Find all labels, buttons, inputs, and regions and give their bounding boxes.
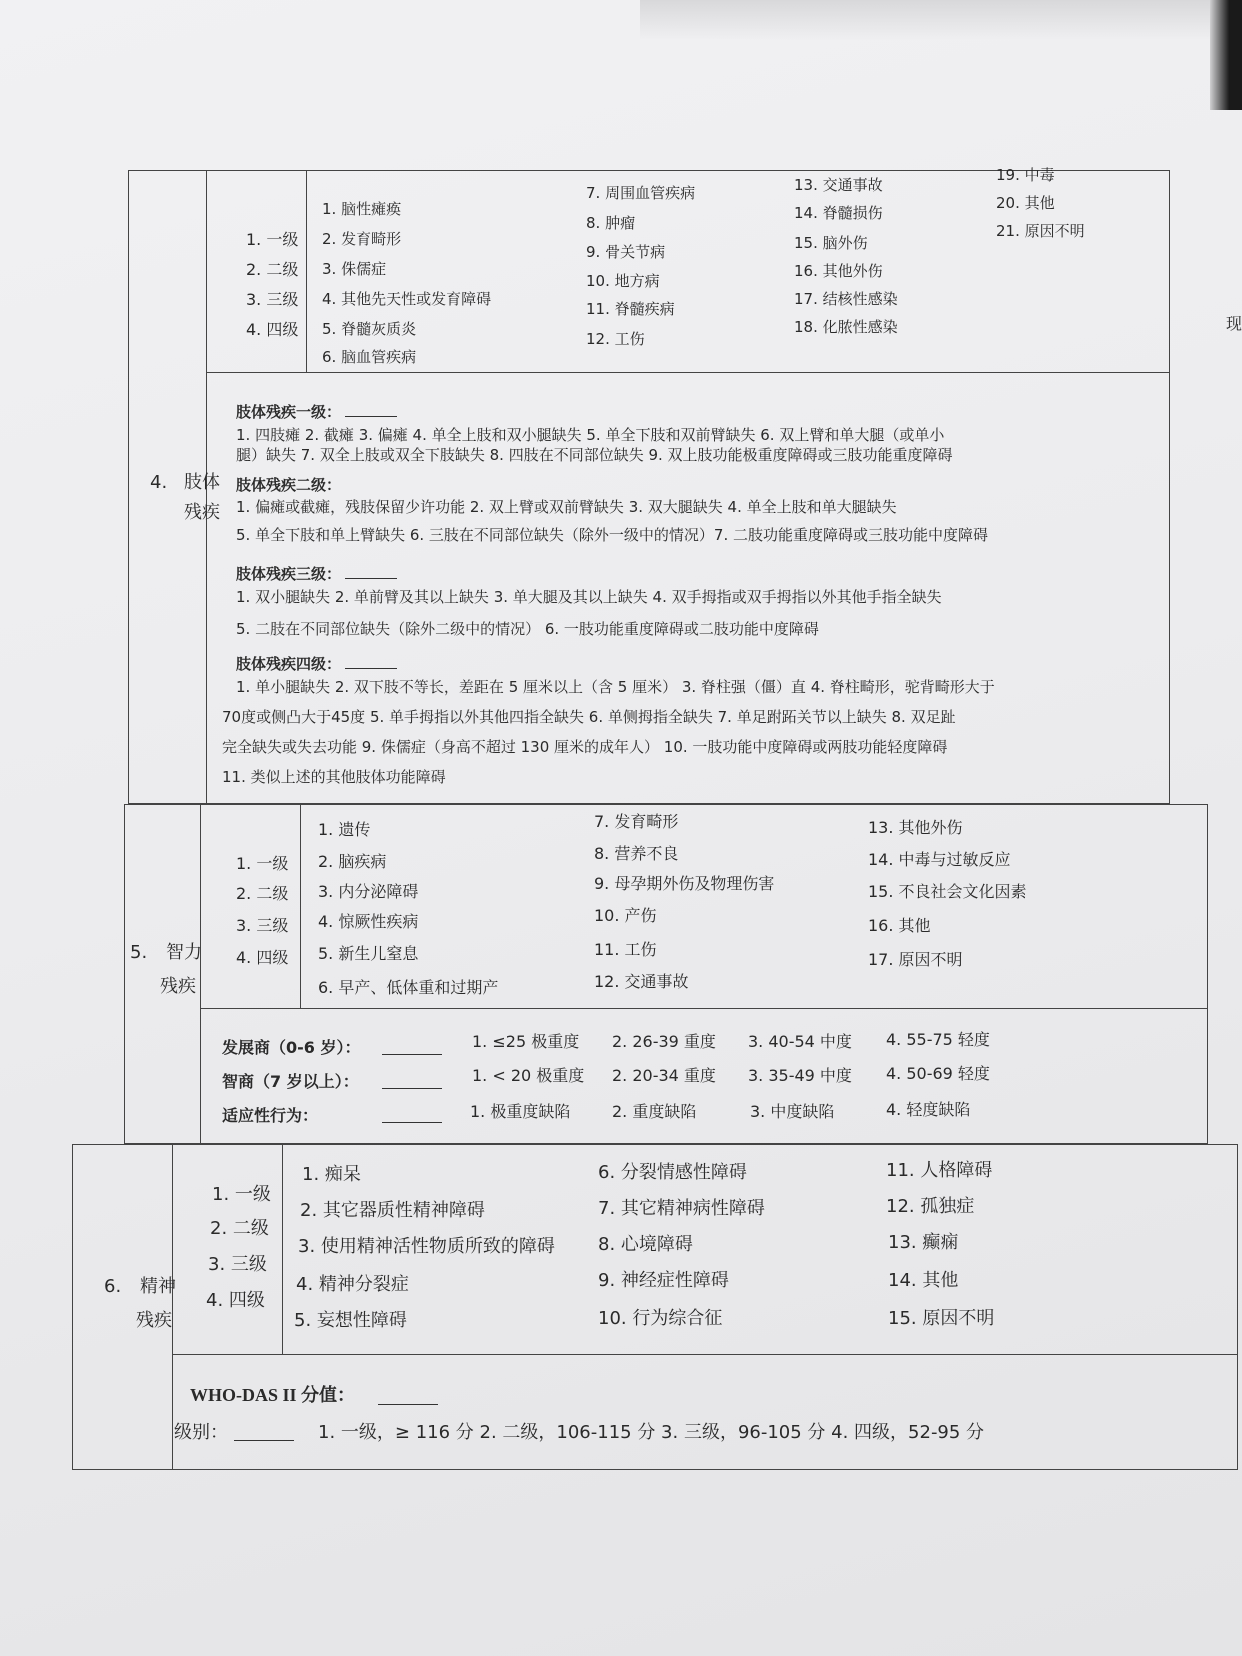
limb-cause-item[interactable]: 20. 其他	[996, 194, 1055, 212]
limb-cause-item[interactable]: 17. 结核性感染	[794, 290, 898, 308]
intellect-cause-item[interactable]: 3. 内分泌障碍	[318, 882, 419, 901]
intellect-cause-item[interactable]: 13. 其他外伤	[868, 818, 963, 837]
intellect-cause-item[interactable]: 5. 新生儿窒息	[318, 944, 419, 963]
limb-cause-item[interactable]: 14. 脊髓损伤	[794, 204, 883, 222]
mental-cause-item[interactable]: 6. 分裂情感性障碍	[598, 1162, 747, 1183]
intellect-cause-item[interactable]: 11. 工伤	[594, 940, 657, 959]
intellect-cause-item[interactable]: 16. 其他	[868, 916, 931, 935]
mental-cause-item[interactable]: 14. 其他	[888, 1270, 959, 1291]
paper-shadow	[640, 0, 1242, 40]
limb-cause-item[interactable]: 15. 脑外伤	[794, 234, 868, 252]
limb-level4-line: 完全缺失或失去功能 9. 侏儒症（身高不超过 130 厘米的成年人） 10. 一肢功能中度障碍或两肢功能轻度障碍	[222, 738, 948, 756]
intellect-dq-option[interactable]: 1. ≤25 极重度	[472, 1032, 580, 1051]
mental-cause-item[interactable]: 15. 原因不明	[888, 1308, 995, 1329]
intellect-grade-item[interactable]: 3. 三级	[236, 916, 289, 935]
limb-level1-line: 1. 四肢瘫 2. 截瘫 3. 偏瘫 4. 单全上肢和双小腿缺失 5. 单全下肢和双前臂缺失 6. 双上臂和单大腿（或单小	[236, 426, 945, 444]
limb-cause-item[interactable]: 11. 脊髓疾病	[586, 300, 675, 318]
limb-grade-item[interactable]: 2. 二级	[246, 260, 299, 279]
mental-cause-item[interactable]: 11. 人格障碍	[886, 1160, 993, 1181]
intellect-cause-item[interactable]: 1. 遗传	[318, 820, 371, 839]
limb-level1-line: 腿）缺失 7. 双全上肢或双全下肢缺失 8. 四肢在不同部位缺失 9. 双上肢功能极重度障碍或三肢功能重度障碍	[236, 446, 953, 464]
mental-cause-bottom	[172, 1354, 1238, 1355]
intellect-label-num: 5.	[130, 942, 148, 963]
limb-level3-line: 1. 双小腿缺失 2. 单前臂及其以上缺失 3. 单大腿及其以上缺失 4. 双手拇指或双手拇指以外其他手指全缺失	[236, 588, 942, 606]
limb-cause-item[interactable]: 16. 其他外伤	[794, 262, 883, 280]
limb-level4-blank[interactable]	[345, 654, 397, 669]
limb-cause-bottom	[206, 372, 1170, 373]
mental-grade-item[interactable]: 1. 一级	[212, 1184, 271, 1205]
mental-grade-item[interactable]: 4. 四级	[206, 1290, 265, 1311]
underlying-page-edge	[1210, 0, 1242, 110]
limb-level1-blank[interactable]	[345, 402, 397, 417]
limb-grade-item[interactable]: 3. 三级	[246, 290, 299, 309]
mental-cause-item[interactable]: 7. 其它精神病性障碍	[598, 1198, 765, 1219]
mental-cause-item[interactable]: 13. 癫痫	[888, 1232, 959, 1253]
limb-cause-item[interactable]: 19. 中毒	[996, 166, 1055, 184]
limb-level1-title: 肢体残疾一级：	[236, 402, 397, 420]
intellect-cause-item[interactable]: 10. 产伤	[594, 906, 657, 925]
limb-cause-item[interactable]: 8. 肿瘤	[586, 214, 636, 232]
limb-level2-line: 5. 单全下肢和单上臂缺失 6. 三肢在不同部位缺失（除外一级中的情况）7. 二肢功能重度障碍或三肢功能中度障碍	[236, 526, 989, 544]
limb-cause-item[interactable]: 6. 脑血管疾病	[322, 348, 417, 366]
limb-grade-divider	[306, 170, 307, 372]
intellect-cause-item[interactable]: 9. 母孕期外伤及物理伤害	[594, 874, 775, 893]
limb-label-b: 残疾	[184, 502, 220, 523]
limb-cause-item[interactable]: 18. 化脓性感染	[794, 318, 898, 336]
limb-cause-item[interactable]: 12. 工伤	[586, 330, 645, 348]
intellect-iq-option[interactable]: 2. 20-34 重度	[612, 1066, 716, 1085]
limb-cause-item[interactable]: 7. 周围血管疾病	[586, 184, 696, 202]
limb-level2-line: 1. 偏瘫或截瘫，残肢保留少许功能 2. 双上臂或双前臂缺失 3. 双大腿缺失 4. 单全上肢和单大腿缺失	[236, 498, 897, 516]
limb-cause-item[interactable]: 4. 其他先天性或发育障碍	[322, 290, 492, 308]
limb-grade-item[interactable]: 1. 一级	[246, 230, 299, 249]
intellect-cause-item[interactable]: 15. 不良社会文化因素	[868, 882, 1027, 901]
limb-level3-blank[interactable]	[345, 564, 397, 579]
limb-level4-line: 70度或侧凸大于45度 5. 单手拇指以外其他四指全缺失 6. 单侧拇指全缺失 7. 单足跗跖关节以上缺失 8. 双足趾	[222, 708, 956, 726]
limb-level4-line: 1. 单小腿缺失 2. 双下肢不等长，差距在 5 厘米以上（含 5 厘米） 3. 脊柱强（僵）直 4. 脊柱畸形，驼背畸形大于	[236, 678, 995, 696]
intellect-iq-label: 智商（7 岁以上）：	[222, 1072, 359, 1091]
intellect-ab-label: 适应性行为：	[222, 1106, 319, 1125]
intellect-cause-item[interactable]: 7. 发育畸形	[594, 812, 679, 831]
intellect-dq-label: 发展商（0-6 岁）：	[222, 1038, 361, 1057]
intellect-ab-option[interactable]: 2. 重度缺陷	[612, 1102, 697, 1121]
limb-cause-item[interactable]: 13. 交通事故	[794, 176, 883, 194]
limb-label-num: 4.	[150, 472, 168, 493]
limb-cause-item[interactable]: 21. 原因不明	[996, 222, 1085, 240]
limb-level2-title: 肢体残疾二级：	[236, 476, 342, 494]
intellect-ab-option[interactable]: 4. 轻度缺陷	[886, 1100, 971, 1119]
mental-cause-item[interactable]: 2. 其它器质性精神障碍	[300, 1200, 485, 1221]
limb-level4-title: 肢体残疾四级：	[236, 654, 397, 672]
mental-cause-item[interactable]: 4. 精神分裂症	[296, 1274, 409, 1295]
mental-label-a: 精神	[140, 1276, 176, 1297]
mental-grade-options[interactable]: 1. 一级，≥ 116 分 2. 二级，106-115 分 3. 三级，96-105 分 4. 四级，52-95 分	[318, 1422, 985, 1443]
mental-label-b: 残疾	[136, 1310, 172, 1331]
mental-cause-item[interactable]: 8. 心境障碍	[598, 1234, 693, 1255]
intellect-grade-item[interactable]: 4. 四级	[236, 948, 289, 967]
limb-cause-item[interactable]: 1. 脑性瘫痪	[322, 200, 402, 218]
intellect-cause-item[interactable]: 6. 早产、低体重和过期产	[318, 978, 499, 997]
intellect-label-divider	[200, 804, 201, 1144]
intellect-dq-option[interactable]: 4. 55-75 轻度	[886, 1030, 990, 1049]
mental-cause-item[interactable]: 9. 神经症性障碍	[598, 1270, 729, 1291]
limb-cause-item[interactable]: 2. 发育畸形	[322, 230, 402, 248]
mental-grade-label: 级别：	[174, 1422, 228, 1443]
mental-cause-item[interactable]: 5. 妄想性障碍	[294, 1310, 407, 1331]
intellect-ab-blank[interactable]	[378, 1108, 442, 1126]
intellect-cause-bottom	[200, 1008, 1208, 1009]
limb-level3-title: 肢体残疾三级：	[236, 564, 397, 582]
intellect-iq-option[interactable]: 4. 50-69 轻度	[886, 1064, 990, 1083]
limb-cause-item[interactable]: 9. 骨关节病	[586, 243, 666, 261]
intellect-cause-item[interactable]: 8. 营养不良	[594, 844, 679, 863]
mental-whodas-blank[interactable]	[374, 1390, 438, 1408]
intellect-label-a: 智力	[166, 942, 202, 963]
intellect-label-b: 残疾	[160, 976, 196, 997]
intellect-cause-item[interactable]: 12. 交通事故	[594, 972, 689, 991]
intellect-cause-item[interactable]: 14. 中毒与过敏反应	[868, 850, 1011, 869]
intellect-iq-option[interactable]: 3. 35-49 中度	[748, 1066, 852, 1085]
mental-cause-item[interactable]: 10. 行为综合征	[598, 1308, 723, 1329]
intellect-grade-item[interactable]: 1. 一级	[236, 854, 289, 873]
mental-cause-item[interactable]: 3. 使用精神活性物质所致的障碍	[298, 1236, 555, 1257]
intellect-dq-option[interactable]: 3. 40-54 中度	[748, 1032, 852, 1051]
intellect-iq-blank[interactable]	[378, 1074, 442, 1092]
intellect-iq-option[interactable]: 1. < 20 极重度	[472, 1066, 585, 1085]
limb-level4-line: 11. 类似上述的其他肢体功能障碍	[222, 768, 446, 786]
limb-label-a: 肢体	[184, 472, 220, 493]
cut-off-edge-text: 现	[1226, 314, 1242, 333]
mental-grade-divider	[282, 1144, 283, 1354]
intellect-cause-item[interactable]: 4. 惊厥性疾病	[318, 912, 419, 931]
mental-grade-blank[interactable]	[230, 1426, 294, 1444]
intellect-grade-item[interactable]: 2. 二级	[236, 884, 289, 903]
mental-label-num: 6.	[104, 1276, 122, 1297]
mental-cause-item[interactable]: 1. 痴呆	[302, 1164, 361, 1185]
limb-cause-item[interactable]: 3. 侏儒症	[322, 260, 387, 278]
mental-cause-item[interactable]: 12. 孤独症	[886, 1196, 975, 1217]
mental-grade-item[interactable]: 2. 二级	[210, 1218, 269, 1239]
intellect-dq-blank[interactable]	[378, 1040, 442, 1058]
intellect-grade-divider	[300, 804, 301, 1008]
mental-whodas-label: WHO-DAS II 分值：	[190, 1385, 356, 1405]
intellect-dq-option[interactable]: 2. 26-39 重度	[612, 1032, 716, 1051]
mental-label-divider	[172, 1144, 173, 1470]
intellect-cause-item[interactable]: 17. 原因不明	[868, 950, 963, 969]
intellect-cause-item[interactable]: 2. 脑疾病	[318, 852, 387, 871]
limb-grade-item[interactable]: 4. 四级	[246, 320, 299, 339]
limb-level3-line: 5. 二肢在不同部位缺失（除外二级中的情况） 6. 一肢功能重度障碍或二肢功能中度障碍	[236, 620, 819, 638]
mental-grade-item[interactable]: 3. 三级	[208, 1254, 267, 1275]
limb-cause-item[interactable]: 10. 地方病	[586, 272, 660, 290]
intellect-ab-option[interactable]: 3. 中度缺陷	[750, 1102, 835, 1121]
limb-cause-item[interactable]: 5. 脊髓灰质炎	[322, 320, 417, 338]
intellect-ab-option[interactable]: 1. 极重度缺陷	[470, 1102, 571, 1121]
